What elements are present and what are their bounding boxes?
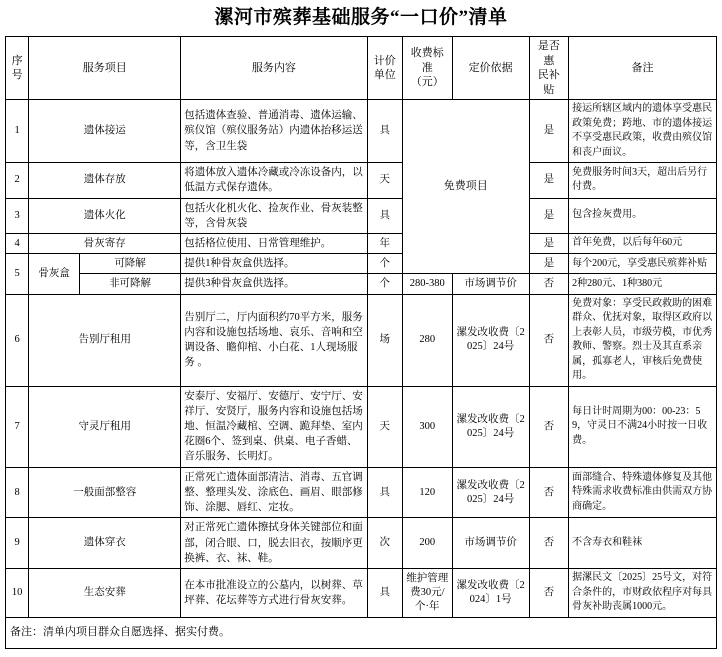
table-row [6, 254, 717, 274]
cell-service-subitem: 非可降解 [79, 274, 180, 294]
cell-free-项目: 免费项目 [402, 100, 529, 274]
cell-service-content: 包括遗体查验、普通消毒、遗体运输、殡仪馆（殡仪服务站）内遗体抬移运送等，含卫生袋 [181, 100, 367, 163]
cell-subsidy: 否 [529, 518, 569, 569]
cell-unit: 具 [367, 467, 402, 518]
cell-fee: 280-380 [402, 274, 452, 294]
table-row [6, 467, 717, 518]
cell-seq: 5 [6, 254, 29, 294]
header-fee-standard [402, 37, 452, 100]
cell-unit: 天 [367, 386, 402, 467]
cell-seq: 9 [6, 518, 29, 569]
cell-subsidy: 否 [529, 386, 569, 467]
cell-seq: 1 [6, 100, 29, 163]
cell-remark: 免费对象：享受民政救助的困难群众、优抚对象，取得区政府以上表彰人员，市级劳模，市优秀教师、警察。烈士及其直系亲属，孤寡老人，审核后免费使用。 [569, 294, 717, 386]
cell-subsidy: 是 [529, 198, 569, 233]
cell-remark: 首年免费，以后每年60元 [569, 233, 717, 253]
header-subsidy-line2: 民补贴 [537, 69, 560, 96]
cell-subsidy: 否 [529, 569, 569, 618]
cell-pricing-basis: 市场调节价 [452, 274, 529, 294]
header-service-content: 服务内容 [181, 37, 367, 100]
cell-service-item: 遗体接运 [29, 100, 181, 163]
cell-service-item: 生态安葬 [29, 569, 181, 618]
cell-unit: 个 [367, 254, 402, 274]
cell-service-content: 将遗体放入遗体冷藏或冷冻设备内，以低温方式保存遗体。 [181, 163, 367, 198]
table-row [6, 198, 717, 233]
cell-remark: 接运所辖区域内的遗体享受惠民政策免费；跨地、市的遗体接运不享受惠民政策，收费由殡仪馆和丧户面议。 [569, 100, 717, 163]
table-row [6, 163, 717, 198]
cell-service-subitem: 可降解 [79, 254, 180, 274]
table-row [6, 233, 717, 253]
cell-remark: 2种280元、1种380元 [569, 274, 717, 294]
cell-service-content: 提供3种骨灰盒供选择。 [181, 274, 367, 294]
cell-subsidy: 否 [529, 467, 569, 518]
cell-fee: 280 [402, 294, 452, 386]
page-title: 漯河市殡葬基础服务“一口价”清单 [214, 7, 508, 28]
header-seq: 序号 [6, 37, 29, 100]
cell-fee: 200 [402, 518, 452, 569]
cell-unit: 天 [367, 163, 402, 198]
footer-note-row [6, 617, 717, 648]
cell-seq: 10 [6, 569, 29, 618]
cell-service-item: 遗体火化 [29, 198, 181, 233]
cell-seq: 3 [6, 198, 29, 233]
cell-service-item: 骨灰盒 [29, 254, 80, 294]
header-subsidy [529, 37, 569, 100]
cell-service-item: 守灵厅租用 [29, 386, 181, 467]
table-header-row [6, 37, 717, 100]
cell-unit: 具 [367, 569, 402, 618]
cell-seq: 8 [6, 467, 29, 518]
cell-subsidy: 是 [529, 163, 569, 198]
cell-seq: 7 [6, 386, 29, 467]
cell-pricing-basis: 市场调节价 [452, 518, 529, 569]
cell-fee: 300 [402, 386, 452, 467]
cell-unit: 场 [367, 294, 402, 386]
cell-subsidy: 是 [529, 233, 569, 253]
header-fee-line2: （元） [410, 76, 444, 89]
header-fee-line1: 收费标准 [410, 47, 444, 74]
table-row [6, 386, 717, 467]
footer-note: 备注：清单内项目群众自愿选择、据实付费。 [6, 617, 717, 648]
cell-unit: 年 [367, 233, 402, 253]
cell-pricing-basis: 漯发改收费〔2024〕1号 [452, 569, 529, 618]
cell-service-content: 包括格位使用、日常管理维护。 [181, 233, 367, 253]
cell-remark: 免费服务时间3天，超出后另行付费。 [569, 163, 717, 198]
cell-service-content: 对正常死亡遗体擦拭身体关键部位和面部，闭合眼、口，脱去旧衣，按顺序更换裤、衣、袜、鞋。 [181, 518, 367, 569]
table-row [6, 518, 717, 569]
cell-unit: 具 [367, 100, 402, 163]
cell-service-item: 告别厅租用 [29, 294, 181, 386]
cell-remark: 每日计时周期为00：00-23：59，守灵日不满24小时按一日收费。 [569, 386, 717, 467]
cell-seq: 2 [6, 163, 29, 198]
cell-pricing-basis: 漯发改收费〔2025〕24号 [452, 294, 529, 386]
cell-service-item: 遗体穿衣 [29, 518, 181, 569]
cell-remark: 面部缝合、特殊遗体修复及其他特殊需求收费标准由供需双方协商确定。 [569, 467, 717, 518]
cell-remark: 据漯民文〔2025〕25号文，对符合条件的，市财政依程序对每具骨灰补助丧属1000元。 [569, 569, 717, 618]
header-unit: 计价单位 [367, 37, 402, 100]
cell-service-content: 告别厅二，厅内面积约70平方米，服务内容和设施包括场地、哀乐、音响和空调设备、瞻仰棺、小白花、1人现场服务 。 [181, 294, 367, 386]
cell-remark: 每个200元，享受惠民殡葬补贴 [569, 254, 717, 274]
cell-service-content: 在本市批准设立的公墓内，以树葬、草坪葬、花坛葬等方式进行骨灰安葬。 [181, 569, 367, 618]
cell-unit: 次 [367, 518, 402, 569]
cell-service-content: 正常死亡遗体面部清洁、消毒、五官调整、整理头发、涂底色、画眉、眼部修饰、涂腮、唇红、定妆。 [181, 467, 367, 518]
header-subsidy-line1: 是否惠 [537, 40, 560, 67]
header-pricing-basis: 定价依据 [452, 37, 529, 100]
cell-remark: 包含捡灰费用。 [569, 198, 717, 233]
cell-unit: 个 [367, 274, 402, 294]
table-row [6, 100, 717, 163]
cell-seq: 6 [6, 294, 29, 386]
cell-service-content: 提供1种骨灰盒供选择。 [181, 254, 367, 274]
header-service-item: 服务项目 [29, 37, 181, 100]
cell-service-item: 一般面部整容 [29, 467, 181, 518]
price-list-table [5, 36, 717, 649]
cell-subsidy: 否 [529, 294, 569, 386]
cell-subsidy: 是 [529, 100, 569, 163]
cell-unit: 具 [367, 198, 402, 233]
cell-fee: 维护管理费30元/个·年 [402, 569, 452, 618]
table-row [6, 569, 717, 618]
cell-pricing-basis: 漯发改收费〔2025〕24号 [452, 386, 529, 467]
cell-service-item: 骨灰寄存 [29, 233, 181, 253]
cell-fee: 120 [402, 467, 452, 518]
cell-remark: 不含寿衣和鞋袜 [569, 518, 717, 569]
cell-pricing-basis: 漯发改收费〔2025〕24号 [452, 467, 529, 518]
table-row [6, 294, 717, 386]
header-remark: 备注 [569, 37, 717, 100]
cell-service-content: 安泰厅、安福厅、安德厅、安宁厅、安祥厅、安贤厅，服务内容和设施包括场地、恒温冷藏棺、空调、跪拜垫、室内花圈6个、签到桌、供桌、电子香蜡、音乐服务、长明灯。 [181, 386, 367, 467]
cell-service-item: 遗体存放 [29, 163, 181, 198]
cell-seq: 4 [6, 233, 29, 253]
cell-subsidy: 否 [529, 274, 569, 294]
cell-service-content: 包括火化机火化、捡灰作业、骨灰装整等，含骨灰袋 [181, 198, 367, 233]
cell-subsidy: 是 [529, 254, 569, 274]
table-row [6, 274, 717, 294]
